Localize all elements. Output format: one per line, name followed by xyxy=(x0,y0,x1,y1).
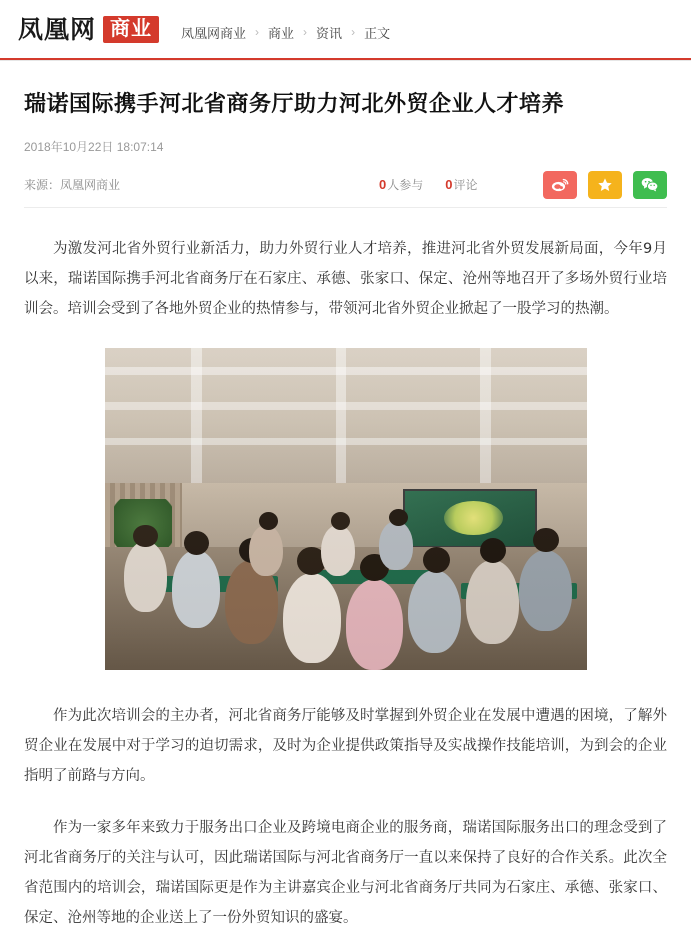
photo-attendee xyxy=(466,560,519,644)
article-timestamp: 2018年10月22日 18:07:14 xyxy=(24,139,164,154)
photo-ceiling-beam xyxy=(480,348,491,483)
article-container xyxy=(0,91,691,933)
photo-attendee xyxy=(379,521,413,569)
star-icon xyxy=(597,177,613,193)
comments-count: 0 xyxy=(445,177,453,193)
engagement-counts xyxy=(379,176,478,193)
photo-attendee xyxy=(321,525,355,577)
breadcrumb-item-0[interactable]: 凤凰网商业 xyxy=(181,25,247,41)
participants-label: 人参与 xyxy=(387,178,424,193)
breadcrumb-separator-icon: › xyxy=(303,25,308,39)
photo-attendee xyxy=(172,550,220,627)
photo-attendee xyxy=(346,579,404,669)
source-label: 来源： xyxy=(24,178,61,193)
site-header xyxy=(0,0,691,58)
favorite-button[interactable] xyxy=(588,171,622,199)
article-meta-row xyxy=(24,169,667,201)
article-figure xyxy=(24,348,667,675)
participants-count: 0 xyxy=(379,177,387,193)
page-title: 瑞诺国际携手河北省商务厅助力河北外贸企业人才培养 xyxy=(24,92,565,117)
breadcrumb-separator-icon: › xyxy=(351,25,356,39)
photo-attendee xyxy=(249,525,283,577)
article-paragraph-2: 作为此次培训会的主办者，河北省商务厅能够及时掌握到外贸企业在发展中遭遇的困境，了解外贸企业在发展中对于学习的迫切需求，及时为企业提供政策指导及实战操作技能培训，为到会的企业指明了前路与方向。 xyxy=(24,707,667,784)
photo-attendee-head xyxy=(133,525,157,548)
photo-attendee-head xyxy=(533,528,558,552)
breadcrumb xyxy=(181,17,390,42)
weibo-icon xyxy=(551,178,569,192)
photo-attendee xyxy=(408,570,461,654)
photo-ceiling-beam xyxy=(191,348,202,483)
photo-attendee-head xyxy=(259,512,278,530)
photo-attendee-head xyxy=(423,547,450,573)
comments-label: 评论 xyxy=(453,178,478,193)
breadcrumb-item-3[interactable]: 正文 xyxy=(364,25,391,41)
breadcrumb-item-1[interactable]: 商业 xyxy=(268,25,295,41)
breadcrumb-item-2[interactable]: 资讯 xyxy=(316,25,343,41)
photo-projector-screen xyxy=(403,489,537,548)
share-toolbar xyxy=(543,171,667,199)
site-logo[interactable] xyxy=(18,16,159,43)
logo-badge: 商业 xyxy=(103,16,159,43)
source-name: 凤凰网商业 xyxy=(60,178,121,193)
share-wechat-button[interactable] xyxy=(633,171,667,199)
photo-attendee-head xyxy=(480,538,506,563)
photo-attendee-head xyxy=(389,509,408,526)
meta-divider xyxy=(24,207,667,208)
article-photo xyxy=(105,348,587,670)
photo-attendee xyxy=(519,550,572,631)
logo-text: 凤凰网 xyxy=(18,14,97,44)
article-paragraph-3: 作为一家多年来致力于服务出口企业及跨境电商企业的服务商，瑞诺国际服务出口的理念受到了河北省商务厅的关注与认可，因此瑞诺国际与河北省商务厅一直以来保持了良好的合作关系。此次全省范围内的培训会，瑞诺国际更是作为主讲嘉宾企业与河北省商务厅共同为石家庄、承德、张家口、保定、沧州等地的企业送上了一份外贸知识的盛宴。 xyxy=(24,819,667,926)
photo-attendee xyxy=(124,541,167,612)
photo-attendee-head xyxy=(184,531,209,555)
breadcrumb-separator-icon: › xyxy=(255,25,260,39)
article-source xyxy=(24,176,120,193)
photo-screen-glow xyxy=(444,501,503,535)
photo-ceiling-beam xyxy=(336,348,347,483)
share-weibo-button[interactable] xyxy=(543,171,577,199)
wechat-icon xyxy=(641,177,659,192)
header-divider xyxy=(0,60,691,61)
photo-attendee xyxy=(283,573,341,663)
article-paragraph-1: 为激发河北省外贸行业新活力，助力外贸行业人才培养，推进河北省外贸发展新局面，今年9月以来，瑞诺国际携手河北省商务厅在石家庄、承德、张家口、保定、沧州等地召开了多场外贸行业培训会。培训会受到了各地外贸企业的热情参与，带领河北省外贸企业掀起了一股学习的热潮。 xyxy=(24,240,667,317)
photo-attendee-head xyxy=(331,512,350,530)
